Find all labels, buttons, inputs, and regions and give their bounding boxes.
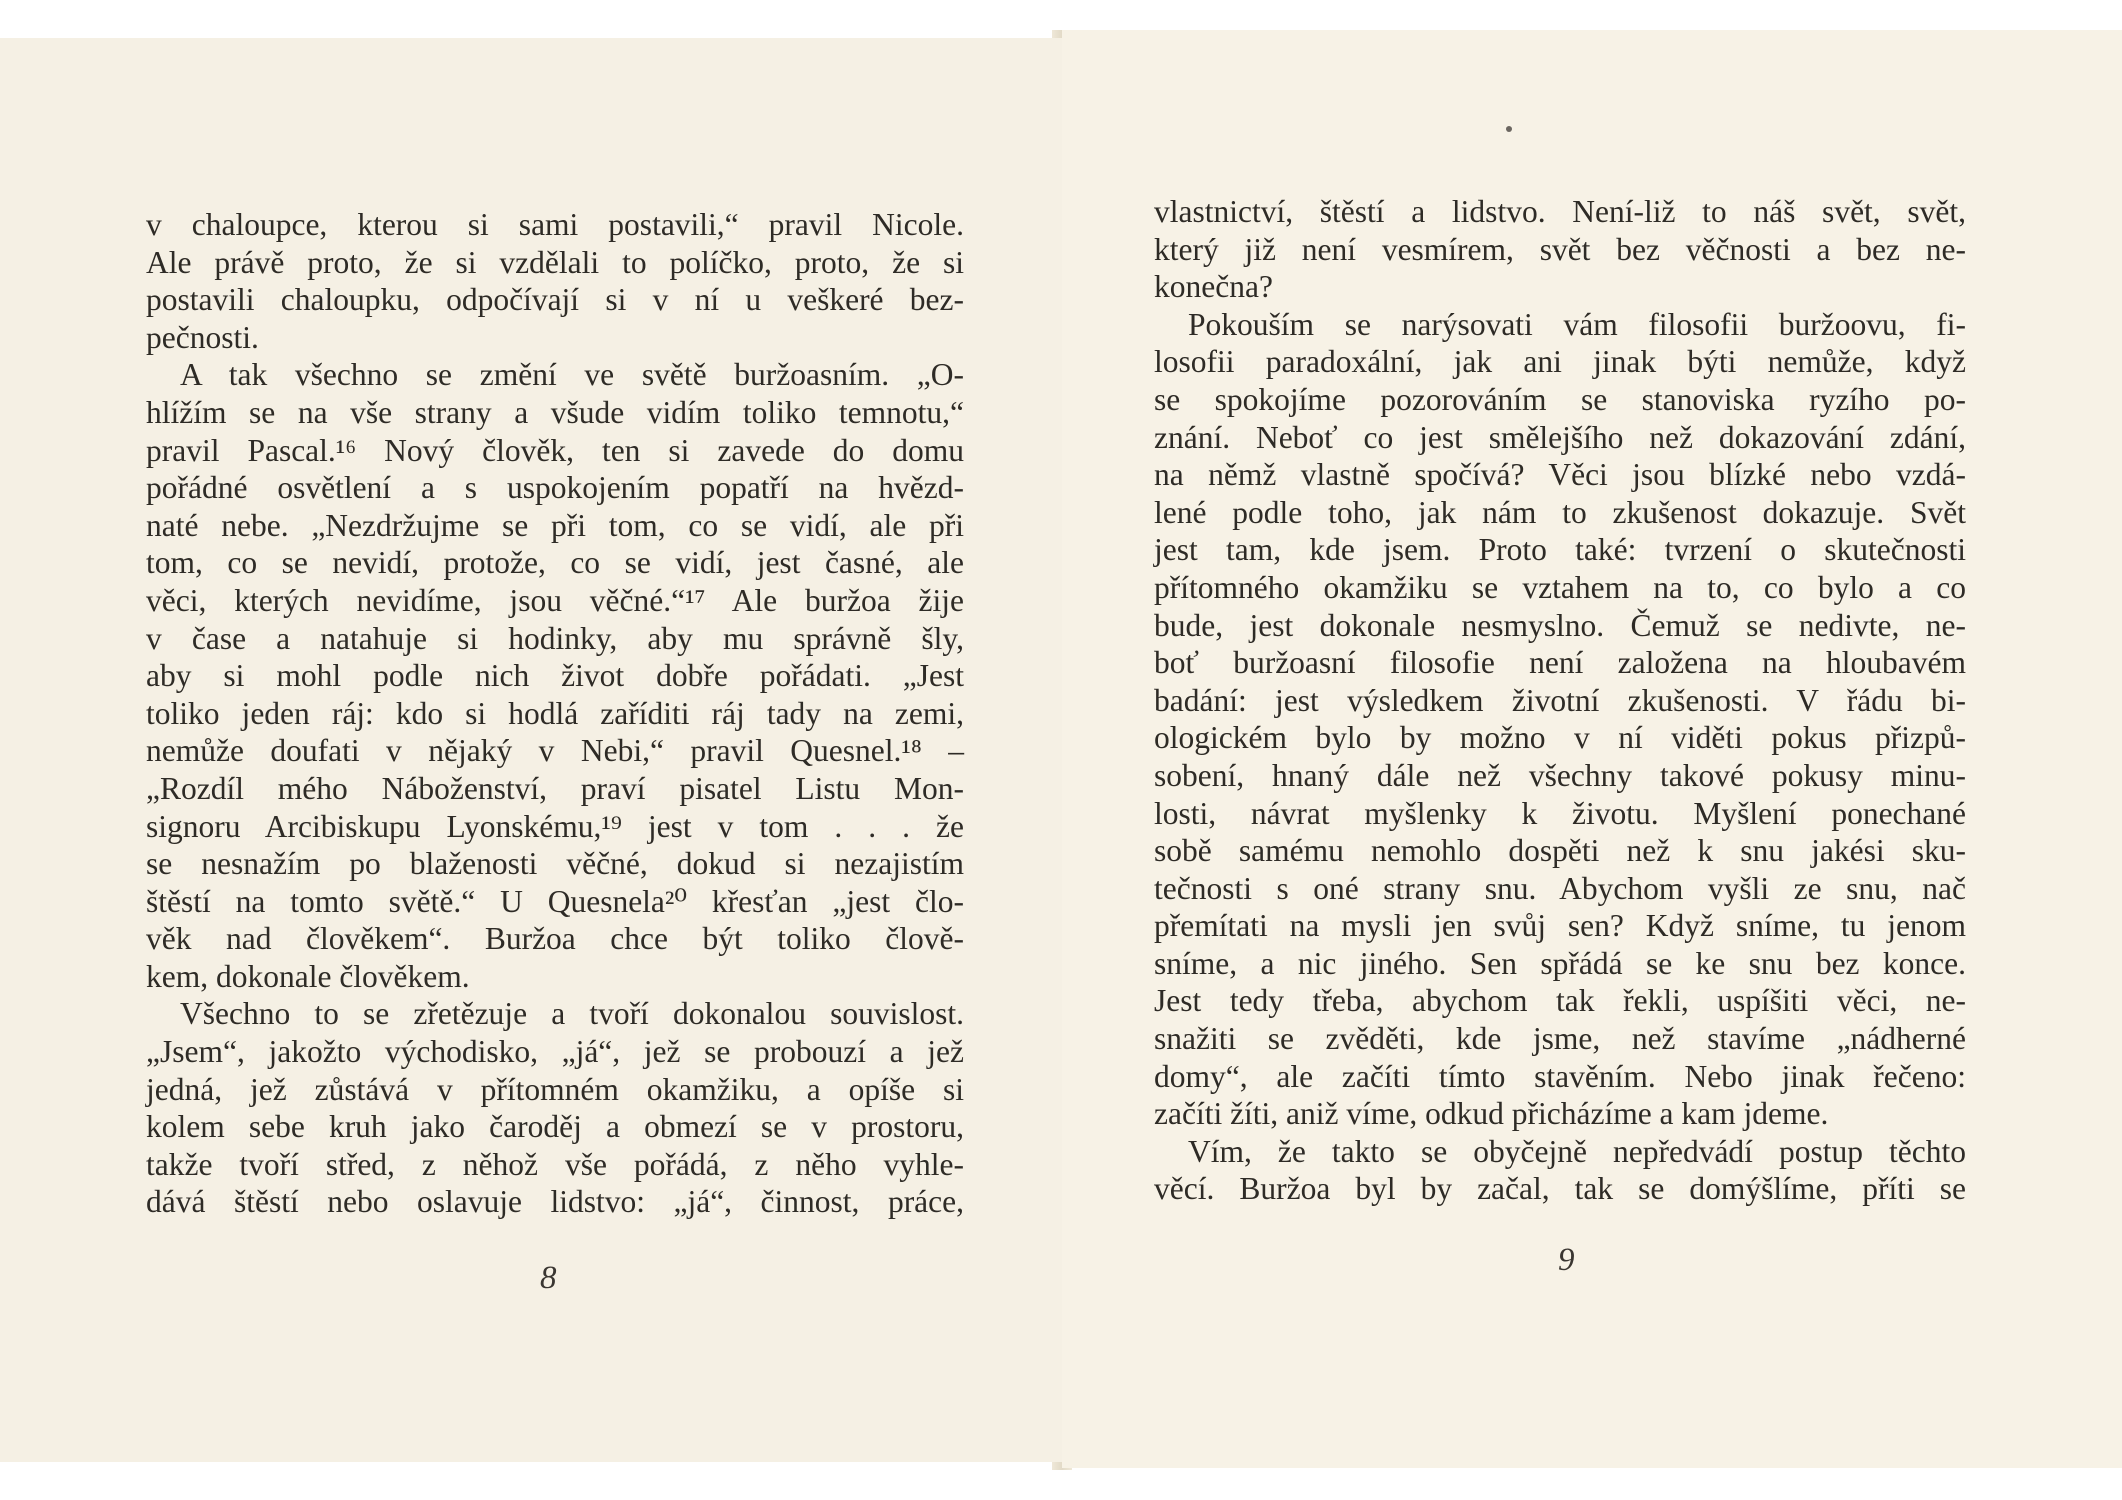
text-line: boť buržoasní filosofie není založena na hloubavém <box>1154 645 1966 681</box>
ink-speck <box>1506 126 1512 132</box>
text-line: aby si mohl podle nich život dobře pořádati. „Jest <box>146 658 964 694</box>
text-line: jedná, jež zůstává v přítomném okamžiku, a opíše si <box>146 1071 964 1107</box>
text-line: kolem sebe kruh jako čaroděj a obmezí se v prostoru, <box>146 1109 964 1145</box>
text-line: věk nad člověkem“. Buržoa chce být toliko člově- <box>146 921 964 957</box>
text-line: Jest tedy třeba, abychom tak řekli, uspíšiti věci, ne- <box>1154 983 1966 1019</box>
text-line: badání: jest výsledkem životní zkušenosti. V řádu bi- <box>1154 682 1966 718</box>
text-line: lené podle toho, jak nám to zkušenost dokazuje. Svět <box>1154 494 1966 530</box>
text-line: přítomného okamžiku se vztahem na to, co bylo a co <box>1154 569 1966 605</box>
left-page-text <box>146 206 964 1221</box>
text-line: v čase a natahuje si hodinky, aby mu správně šly, <box>146 620 964 656</box>
text-line: „Rozdíl mého Náboženství, praví pisatel Listu Mon- <box>146 770 964 806</box>
text-line: na němž vlastně spočívá? Věci jsou blízké nebo vzdá- <box>1154 457 1966 493</box>
text-line: Ale právě proto, že si vzdělali to políčko, proto, že si <box>146 244 964 280</box>
text-line: kem, dokonale člověkem. <box>146 958 470 994</box>
text-line: tečnosti s oné strany snu. Abychom vyšli ze snu, nač <box>1154 870 1966 906</box>
text-line: snažiti se zvěděti, kde jsme, než stavíme „nádherné <box>1154 1021 1966 1057</box>
text-line: věci, kterých nevidíme, jsou věčné.“¹⁷ Ale buržoa žije <box>146 582 964 618</box>
left-page <box>0 38 1062 1462</box>
text-line: postavili chaloupku, odpočívají si v ní u veškeré bez- <box>146 282 964 318</box>
text-line: jest tam, kde jsem. Proto také: tvrzení o skutečnosti <box>1154 532 1966 568</box>
text-line: věcí. Buržoa byl by začal, tak se domýšlíme, příti se <box>1154 1171 1966 1207</box>
right-page <box>1062 30 2122 1468</box>
text-line: losti, návrat myšlenky k životu. Myšlení ponechané <box>1154 795 1966 831</box>
text-line: sobení, hnaný dále než všechny takové pokusy minu- <box>1154 757 1966 793</box>
text-line: se spokojíme pozorováním se stanoviska ryzího po- <box>1154 381 1966 417</box>
text-line: pořádné osvětlení a s uspokojením popatří na hvězd- <box>146 470 964 506</box>
text-line: Všechno to se zřetězuje a tvoří dokonalou souvislost. <box>180 996 964 1032</box>
text-line: bude, jest dokonale nesmyslno. Čemuž se nedivte, ne- <box>1154 607 1966 643</box>
text-line: naté nebe. „Nezdržujme se při tom, co se vidí, ale při <box>146 507 964 543</box>
text-line: začíti žíti, aniž víme, odkud přicházíme a kam jdeme. <box>1154 1096 1829 1132</box>
text-line: přemítati na mysli jen svůj sen? Když sníme, tu jenom <box>1154 908 1966 944</box>
text-line: sobě samému nemohlo dospěti než k snu jakési sku- <box>1154 833 1966 869</box>
text-line: A tak všechno se změní ve světě buržoasním. „O- <box>180 357 964 393</box>
text-line: štěstí na tomto světě.“ U Quesnela²⁰ křesťan „jest člo- <box>146 883 964 919</box>
text-line: tom, co se nevidí, protože, co se vidí, jest časné, ale <box>146 545 964 581</box>
page-number: 9 <box>1558 1242 1575 1278</box>
text-line: nemůže doufati v nějaký v Nebi,“ pravil Quesnel.¹⁸ – <box>146 733 964 769</box>
text-line: dává štěstí nebo oslavuje lidstvo: „já“, činnost, práce, <box>146 1184 964 1220</box>
text-line: vlastnictví, štěstí a lidstvo. Není-liž to náš svět, svět, <box>1154 194 1966 229</box>
text-line: v chaloupce, kterou si sami postavili,“ pravil Nicole. <box>146 207 964 242</box>
text-line: hlížím se na vše strany a všude vidím toliko temnotu,“ <box>146 394 964 430</box>
text-line: se nesnažím po blaženosti věčné, dokud si nezajistím <box>146 846 964 882</box>
text-line: který již není vesmírem, svět bez věčnosti a bez ne- <box>1154 231 1966 267</box>
text-line: pravil Pascal.¹⁶ Nový člověk, ten si zavede do domu <box>146 432 964 468</box>
text-line: „Jsem“, jakožto východisko, „já“, jež se probouzí a jež <box>146 1034 964 1070</box>
text-line: toliko jeden ráj: kdo si hodlá zaříditi ráj tady na zemi, <box>146 695 964 731</box>
page-number: 8 <box>540 1260 557 1296</box>
text-line: signoru Arcibiskupu Lyonskému,¹⁹ jest v tom . . . že <box>146 808 964 844</box>
text-line: ologickém bylo by možno v ní viděti pokus přizpů- <box>1154 720 1966 756</box>
right-page-text <box>1154 193 1966 1208</box>
text-line: pečnosti. <box>146 319 259 355</box>
text-line: domy“, ale začíti tímto stavěním. Nebo jinak řečeno: <box>1154 1058 1966 1094</box>
text-line: takže tvoří střed, z něhož vše pořádá, z něho vyhle- <box>146 1146 964 1182</box>
text-line: znání. Neboť co jest smělejšího než dokazování zdání, <box>1154 419 1966 455</box>
text-line: Vím, že takto se obyčejně nepředvádí postup těchto <box>1188 1133 1966 1169</box>
text-line: konečna? <box>1154 269 1273 305</box>
text-line: sníme, a nic jiného. Sen spřádá se ke snu bez konce. <box>1154 945 1966 981</box>
text-line: losofii paradoxální, jak ani jinak býti nemůže, když <box>1154 344 1966 380</box>
text-line: Pokouším se narýsovati vám filosofii buržoovu, fi- <box>1188 306 1966 342</box>
